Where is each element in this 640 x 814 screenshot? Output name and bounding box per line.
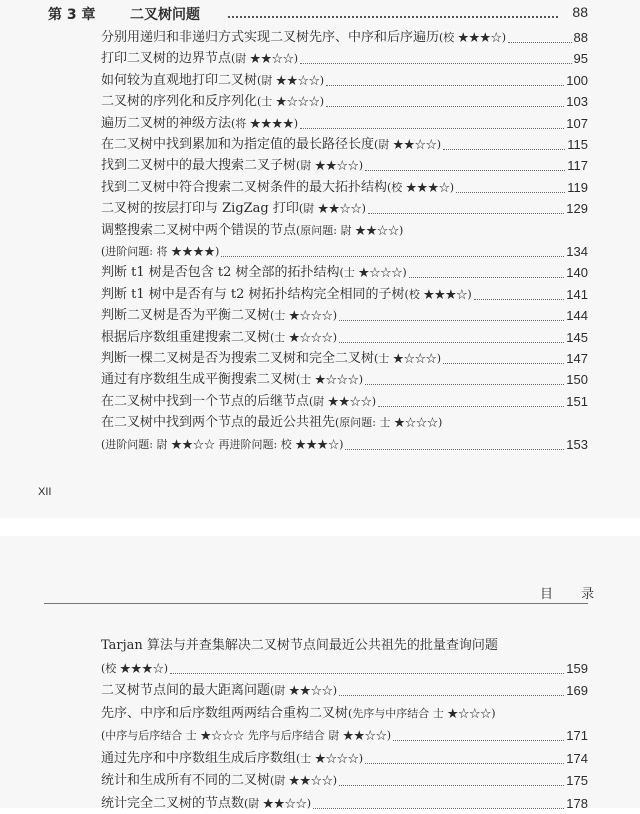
toc-entry-page: 171 [566,728,588,743]
toc-entry-difficulty: (尉 ★★☆☆) [309,394,377,408]
toc-entry-difficulty: (士 ★☆☆☆) [296,751,364,765]
page-folio: XII [38,486,52,498]
toc-entry-difficulty: (尉 ★★☆☆) [244,796,312,810]
chapter-number: 第 3 章 [48,7,96,23]
leader-dots [300,128,564,129]
toc-entry-text [101,285,472,305]
toc-entry [101,306,588,326]
toc-entry [101,681,588,701]
toc-entry-difficulty: (尉 ★★☆☆) [270,684,338,697]
toc-entry-text [101,349,441,369]
toc-entry [101,726,588,746]
toc-entry-text [101,794,311,814]
toc-entry-difficulty: (进阶问题: 尉 ★★☆☆ 再进阶问题: 校 ★★★☆) [101,437,344,451]
toc-entry-difficulty: (原问题: 尉 ★★☆☆) [296,223,404,237]
toc-entry [101,749,588,769]
toc-entry [101,178,588,198]
toc-entry-text [101,681,337,701]
toc-entry-title: Tarjan 算法与并查集解决二叉树节点间最近公共祖先的批量查询问题 [101,638,498,653]
leader-dots [365,763,564,764]
toc-entry-text [101,328,337,348]
toc-entry-text [101,306,337,326]
toc-entry-page: 134 [566,244,588,259]
toc-entry-title: 判断 t1 树是否包含 t2 树全部的拓扑结构 [101,265,340,281]
toc-entry-title: 分别用递归和非递归方式实现二叉树先序、中序和后序遍历 [101,30,440,45]
chapter-page: 88 [572,4,588,20]
toc-entry-title: 根据后序数组重建搜索二叉树 [101,329,271,345]
toc-entry-text [101,135,441,155]
toc-entry-difficulty: (将 ★★★★) [231,116,299,130]
toc-entry [101,435,588,455]
toc-entry-difficulty: (士 ★☆☆☆) [270,309,338,323]
leader-dots [221,256,564,257]
toc-entry-difficulty: (中序与后序结合 士 ★☆☆☆ 先序与后序结合 尉 ★★☆☆) [101,729,392,742]
toc-entry-page: 153 [566,436,588,452]
toc-entry [101,285,588,305]
leader-dots [339,785,564,786]
toc-entry-title: 先序、中序和后序数组两两结合重构二叉树 [101,705,349,721]
toc-entry-difficulty: (尉 ★★☆☆) [257,73,325,87]
toc-entry-text [101,156,363,176]
toc-entry [101,71,588,91]
toc-entry-title: 通过有序数组生成平衡搜索二叉树 [101,372,297,388]
toc-entry-text [101,242,219,262]
leader-dots [365,384,564,385]
toc-entry-difficulty: (士 ★☆☆☆) [296,373,364,387]
toc-entry-text [101,49,298,69]
toc-entry [101,49,588,69]
leader-dots [456,192,565,193]
toc-entry [101,135,588,155]
toc-entry-title: 统计完全二叉树的节点数 [101,795,245,811]
leader-dots [378,406,564,407]
toc-entry-text [101,749,363,769]
toc-entry-page: 178 [566,795,588,811]
leader-dots [228,16,558,18]
toc-entry [101,704,588,724]
toc-entry-text [101,659,168,679]
toc-entry-difficulty: (尉 ★★☆☆) [270,774,338,787]
toc-entry [101,199,588,219]
leader-dots [300,63,571,64]
leader-dots [339,342,564,343]
leader-dots [339,695,564,696]
toc-entry-title: 统计和生成所有不同的二叉树 [101,773,271,788]
toc-entry [101,221,588,241]
toc-entry-page: 129 [566,201,588,217]
toc-entry-difficulty: (尉 ★★☆☆) [374,138,442,151]
toc-entry-title: 找到二叉树中符合搜索二叉树条件的最大拓扑结构 [101,179,388,195]
toc-entry-difficulty: (原问题: 士 ★☆☆☆) [335,416,443,430]
toc-entry-page: 175 [566,773,588,788]
toc-entry-text [101,221,403,241]
toc-entry-difficulty: (先序与中序结合 士 ★☆☆☆) [348,706,496,720]
leader-dots [443,363,564,364]
leader-dots [345,449,564,450]
toc-entry-text [101,263,407,283]
toc-entry [101,794,588,814]
toc-entry-difficulty: (校 ★★★☆) [404,287,472,301]
toc-entry [101,659,588,679]
toc-entry-text [101,178,454,198]
toc-entry-title: 找到二叉树中的最大搜索二叉子树 [101,158,297,174]
leader-dots [326,106,564,107]
toc-entry-text [101,435,343,455]
toc-entry [101,242,588,262]
toc-entry-text [101,392,376,412]
toc-entry [101,263,588,283]
toc-entry-text [101,771,337,791]
toc-entry-text [101,413,442,433]
toc-entry-title: 在二叉树中找到一个节点的后继节点 [101,393,310,409]
toc-entry-title: 打印二叉树的边界节点 [101,51,232,67]
page-gap [0,518,640,536]
leader-dots [393,740,564,741]
toc-entry-page: 150 [566,372,588,388]
toc-entry-title: 如何较为直观地打印二叉树 [101,72,258,88]
toc-entry-page: 141 [566,286,588,302]
leader-dots [443,149,565,150]
toc-entry-title: 在二叉树中找到两个节点的最近公共祖先 [101,415,336,431]
toc-entry-page: 145 [566,329,588,345]
toc-entry-page: 159 [566,660,588,676]
toc-entry [101,92,588,112]
toc-entry-page: 147 [566,351,588,366]
toc-entry-title: 二叉树的按层打印与 ZigZag 打印 [101,201,299,217]
toc-entry-text [101,370,363,390]
toc-entry-page: 107 [566,115,588,131]
toc-entry-page: 140 [566,265,588,281]
toc-entry-title: 在二叉树中找到累加和为指定值的最长路径长度 [101,137,375,152]
chapter-title: 二叉树问题 [130,7,200,23]
toc-entry-difficulty: (尉 ★★☆☆) [231,52,299,66]
toc-entry-difficulty: (士 ★☆☆☆) [339,266,407,280]
toc-entry-title: 调整搜索二叉树中两个错误的节点 [101,222,297,238]
toc-entry [101,28,588,48]
leader-dots [474,299,565,300]
leader-dots [508,42,571,43]
toc-entry-page: 103 [566,94,588,110]
toc-entry [101,771,588,791]
header-rule [44,603,588,604]
toc-entry-difficulty: (士 ★☆☆☆) [374,352,442,365]
leader-dots [365,170,565,171]
toc-entry [101,114,588,134]
toc-entry [101,636,588,656]
leader-dots [170,673,564,674]
toc-entry-page: 119 [567,179,588,195]
toc-entry-title: 遍历二叉树的神级方法 [101,115,232,131]
toc-entry-page: 151 [566,393,588,409]
leader-dots [326,85,564,86]
toc-entry-title: 判断二叉树是否为平衡二叉树 [101,308,271,324]
toc-entry-difficulty: (尉 ★★☆☆) [298,202,366,216]
toc-entry-page: 117 [567,158,588,174]
toc-entry-text [101,114,298,134]
toc-entry [101,392,588,412]
toc-entry-difficulty: (进阶问题: 将 ★★★★) [101,245,220,258]
toc-entry-text [101,28,506,48]
toc-entry-title: 判断 t1 树中是否有与 t2 树拓扑结构完全相同的子树 [101,286,405,302]
toc-entry [101,328,588,348]
toc-entry-text [101,199,366,219]
toc-entry-text [101,636,498,656]
toc-entry-difficulty: (校 ★★★☆) [439,31,507,44]
toc-entry-page: 174 [566,750,588,766]
toc-entry [101,413,588,433]
toc-entry-page: 88 [573,30,588,45]
toc-entry-text [101,704,496,724]
toc-entry-difficulty: (校 ★★★☆) [387,180,455,194]
toc-entry-page: 115 [567,137,588,152]
leader-dots [409,277,565,278]
toc-entry-text [101,71,324,91]
toc-entry-title: 二叉树的序列化和反序列化 [101,94,258,110]
toc-entry [101,349,588,369]
leader-dots [339,320,564,321]
leader-dots [368,213,564,214]
toc-entry-page: 169 [566,683,588,698]
toc-entry-title: 二叉树节点间的最大距离问题 [101,683,271,698]
toc-entry-text [101,726,391,746]
running-header: 目 录 [540,587,607,602]
toc-entry-difficulty: (士 ★☆☆☆) [270,330,338,344]
toc-entry-page: 95 [573,51,588,67]
toc-entry-text [101,92,324,112]
toc-entry [101,156,588,176]
toc-entry-title: 通过先序和中序数组生成后序数组 [101,750,297,766]
toc-entry-page: 144 [566,308,588,324]
toc-entry [101,370,588,390]
toc-entry-difficulty: (校 ★★★☆) [101,661,169,675]
toc-entry-page: 100 [566,72,588,88]
toc-entry-difficulty: (尉 ★★☆☆) [296,159,364,173]
toc-entry-difficulty: (士 ★☆☆☆) [257,95,325,109]
toc-entry-title: 判断一棵二叉树是否为搜索二叉树和完全二叉树 [101,351,375,366]
chapter-heading [28,2,588,26]
